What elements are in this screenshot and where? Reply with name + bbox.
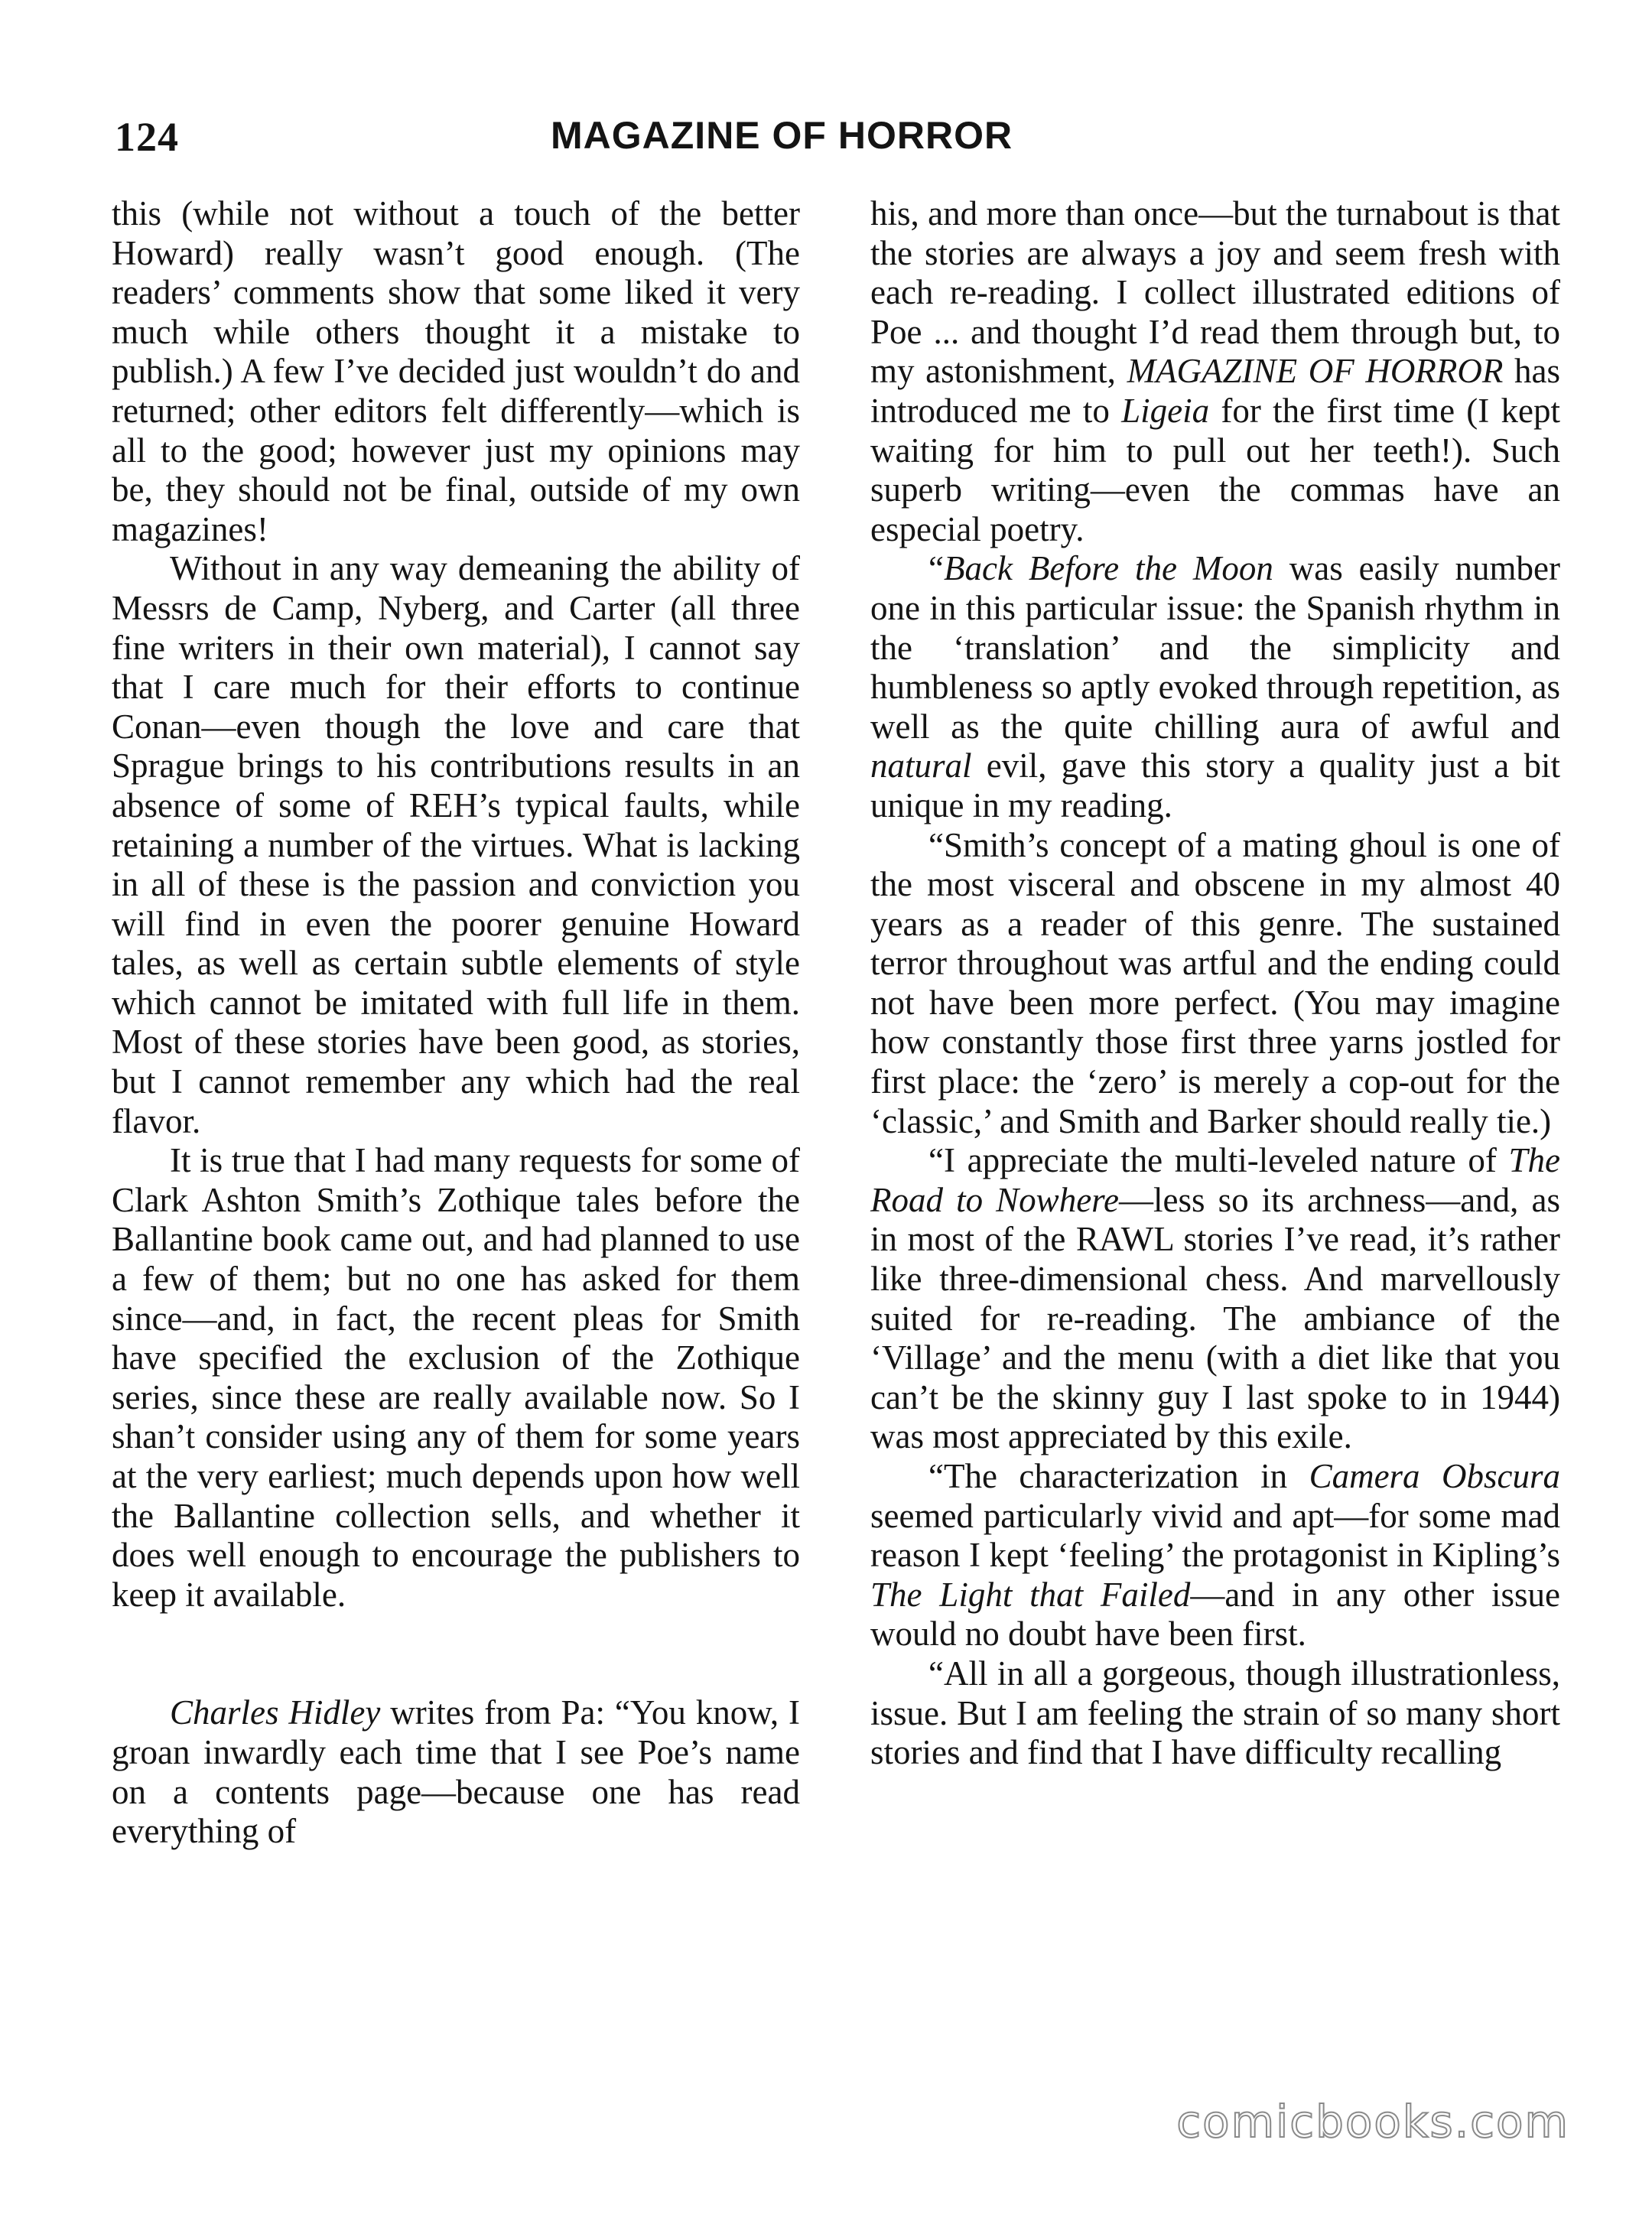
text-run: —and in any other issue would no doubt have been first. bbox=[870, 1575, 1560, 1654]
text-run: seemed particularly vivid and apt—for some mad reason I kept ‘feeling’ the protagonist in Kipling’s bbox=[870, 1496, 1560, 1575]
text-run: writes from Pa: “You know, I groan inwardly each time that I see Poe’s name on a contents page—because one has read everything of bbox=[112, 1693, 800, 1851]
paragraph: “All in all a gorgeous, though illustrationless, issue. But I am feeling the strain of so many short stories and find that I have difficulty recalling bbox=[870, 1654, 1560, 1772]
text-run: for the first time (I kept waiting for him to pull out her teeth!). Such superb writing—even the commas have an especial poetry. bbox=[870, 391, 1560, 548]
story-title: The Road to Nowhere bbox=[870, 1141, 1560, 1219]
paragraph: this (while not without a touch of the better Howard) really wasn’t good enough. (The readers’ comments show that some liked it very much while others thought it a mistake to publish.) A few I’ve decided just wouldn’t do and returned; other editors felt differently—which is all to the good; however just my opinions may be, they should not be final, outside of my own magazines! bbox=[112, 194, 800, 548]
text-run: his, and more than once—but the turnabout is that the stories are always a joy and seem fresh with each re-reading. I collect illustrated editions of Poe ... and thought I’d read them through but, to my astonishment, bbox=[870, 194, 1560, 391]
paragraph: Without in any way demeaning the ability of Messrs de Camp, Nyberg, and Carter (all three fine writers in their own material), I cannot say that I care much for their efforts to continue Conan—even though the love and care that Sprague brings to his contributions results in an absence of some of REH’s typical faults, while retaining a number of the virtues. What is lacking in all of these is the passion and conviction you will find in even the poorer genuine Howard tales, as well as certain subtle elements of style which cannot be imitated with full life in them. Most of these stories have been good, as stories, but I cannot remember any which had the real flavor. bbox=[112, 549, 800, 1140]
paragraph bbox=[870, 1457, 1560, 1654]
paragraph: It is true that I had many requests for some of Clark Ashton Smith’s Zothique tales before the Ballantine book came out, and had planned to use a few of them; but no one has asked for them since—and, in fact, the recent pleas for Smith have specified the exclusion of the Zothique series, since these are really available now. So I shan’t consider using any of them for some years at the very earliest; much depends upon how well the Ballantine collection sells, and whether it does well enough to encourage the publishers to keep it available. bbox=[112, 1141, 800, 1614]
paragraph bbox=[870, 549, 1560, 825]
page-number: 124 bbox=[115, 114, 179, 160]
text-run: evil, gave this story a quality just a bit unique in my reading. bbox=[870, 746, 1560, 824]
text-run: “The characterization in bbox=[928, 1457, 1309, 1495]
text-run: “I appreciate the multi-leveled nature of bbox=[928, 1141, 1509, 1180]
watermark: comicbooks.com bbox=[1176, 2096, 1569, 2148]
text-run: was easily number one in this particular issue: the Spanish rhythm in the ‘translation’ and the simplicity and humbleness so aptly evoked through repetition, as well as the quite chilling aura of awful and bbox=[870, 549, 1560, 746]
story-title: Camera Obscura bbox=[1309, 1457, 1560, 1495]
story-title: Back Before the Moon bbox=[943, 549, 1273, 588]
letter-author: Charles Hidley bbox=[170, 1693, 381, 1732]
story-title: Ligeia bbox=[1121, 391, 1210, 430]
magazine-title: MAGAZINE OF HORROR bbox=[1127, 352, 1504, 391]
text-run: has introduced me to bbox=[870, 352, 1560, 430]
running-head: MAGAZINE OF HORROR bbox=[551, 114, 1013, 157]
paragraph bbox=[870, 194, 1560, 549]
paragraph: “Smith’s concept of a mating ghoul is one of the most visceral and obscene in my almost 40 years as a reader of this genre. The sustained terror throughout was artful and the ending could not have been more perfect. (You may imagine how constantly those first three yarns jostled for first place: the ‘zero’ is merely a cop-out for the ‘classic,’ and Smith and Barker should really tie.) bbox=[870, 825, 1560, 1140]
letter-paragraph bbox=[112, 1693, 800, 1851]
emphasis: natural bbox=[870, 746, 972, 785]
text-run: —less so its archness—and, as in most of the RAWL stories I’ve read, it’s rather like three-dimensional chess. And marvellously suited for re-reading. The ambiance of the ‘Village’ and the menu (with a diet like that you can’t be the skinny guy I last spoke to in 1944) was most appreciated by this exile. bbox=[870, 1180, 1560, 1456]
text-run: “ bbox=[928, 549, 944, 588]
paragraph bbox=[870, 1141, 1560, 1457]
left-column bbox=[112, 194, 800, 1852]
story-title: The Light that Failed bbox=[870, 1575, 1191, 1614]
right-column bbox=[870, 194, 1560, 1773]
